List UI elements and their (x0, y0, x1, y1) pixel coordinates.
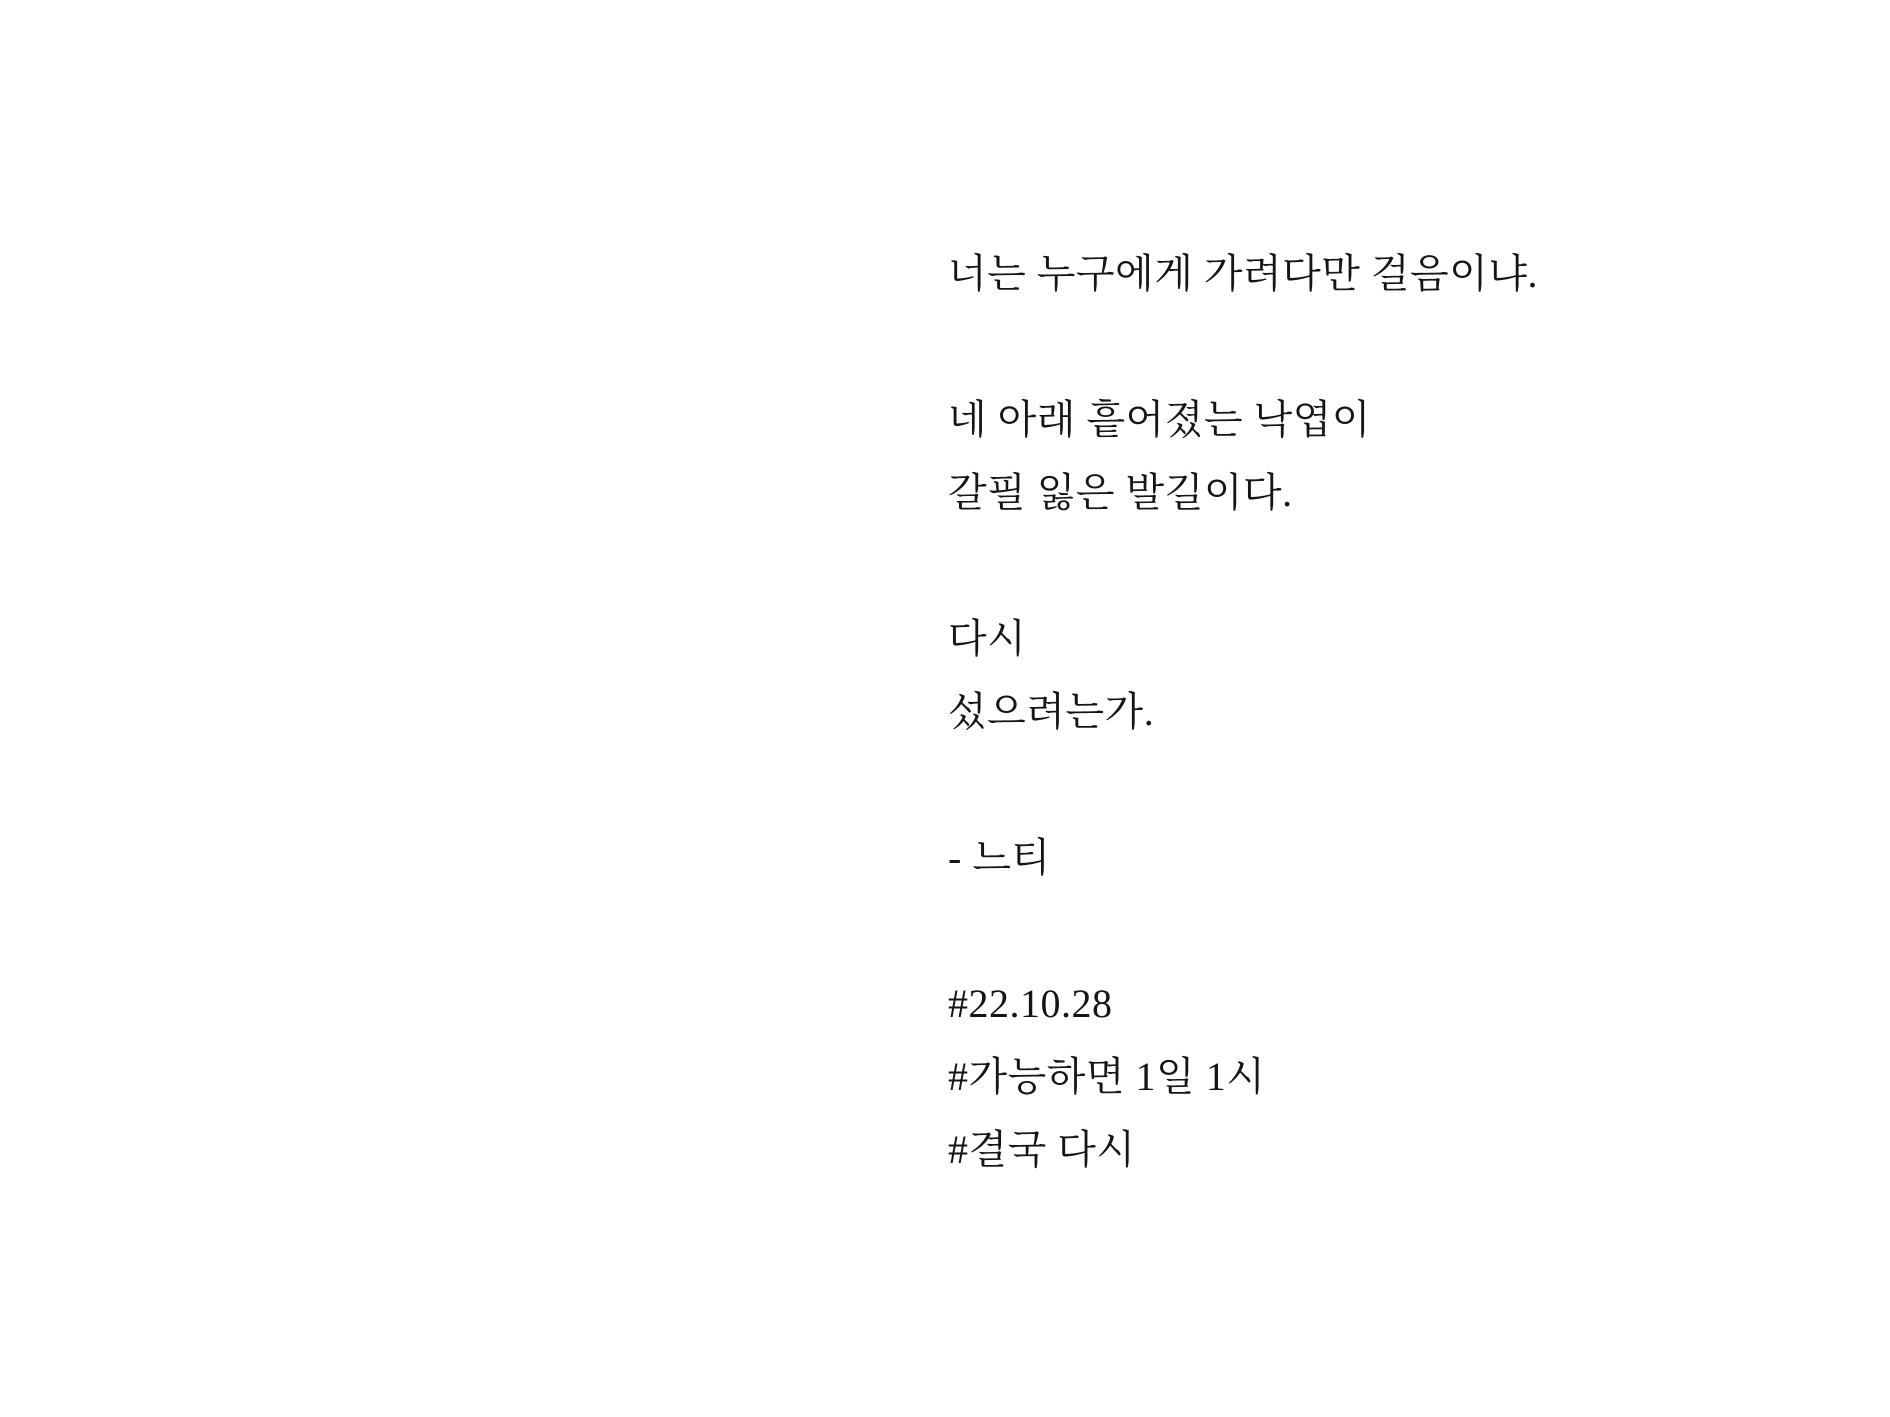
poem-line-5: 섰으려는가. (948, 689, 1155, 734)
poem-line-2: 네 아래 흩어졌는 낙엽이 (948, 397, 1371, 442)
poem-line-1: 너는 누구에게 가려다만 걸음이냐. (948, 251, 1538, 296)
poem-line-4: 다시 (948, 616, 1027, 661)
author-signature: - 느티 (948, 835, 1051, 880)
hashtag-date: #22.10.28 (948, 981, 1113, 1026)
stanza-gap (948, 529, 1648, 602)
stanza-gap (948, 748, 1648, 821)
stanza-gap (948, 310, 1648, 383)
hashtag-line-2: #가능하면 1일 1시 (948, 1054, 1266, 1099)
poem-text-block (948, 237, 1648, 1186)
hashtag-line-3: #결국 다시 (948, 1127, 1136, 1172)
poem-line-3: 갈필 잃은 발길이다. (948, 470, 1293, 515)
stanza-gap (948, 894, 1648, 967)
